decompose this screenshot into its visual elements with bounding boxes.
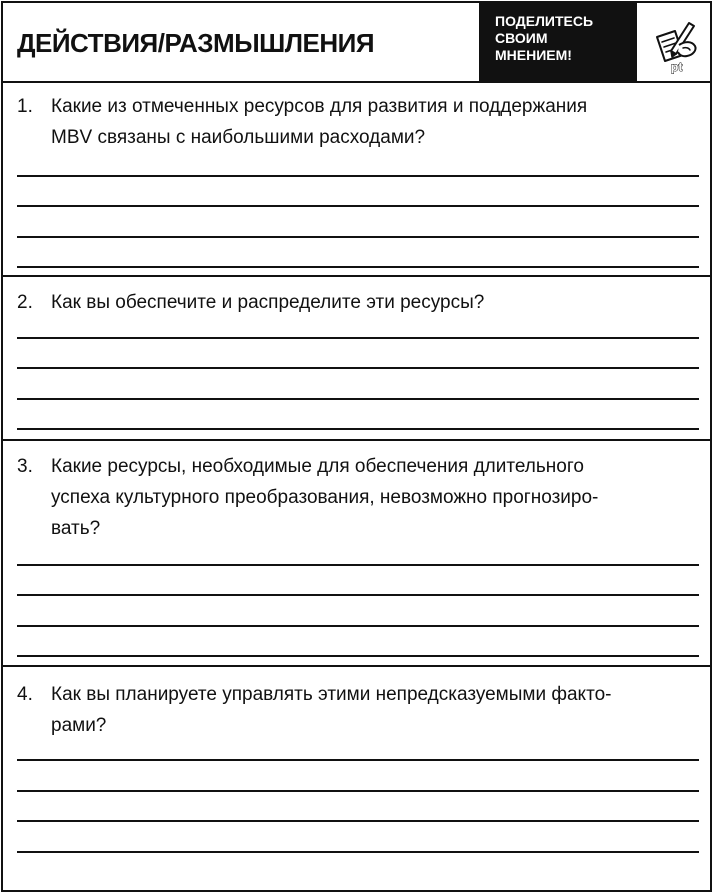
question-line: Как вы планируете управлять этими непредсказуемыми факто-	[51, 684, 612, 705]
answer-line[interactable]	[17, 266, 699, 268]
pen-writing-icon	[645, 15, 701, 75]
share-opinion-box	[479, 3, 637, 81]
answer-line[interactable]	[17, 851, 699, 853]
answer-line[interactable]	[17, 594, 699, 596]
question-section-2	[3, 277, 710, 441]
question-number: 4.	[17, 684, 33, 705]
answer-line[interactable]	[17, 398, 699, 400]
question-text	[17, 679, 697, 741]
answer-line[interactable]	[17, 759, 699, 761]
badge-text: pt	[671, 60, 683, 74]
answer-line[interactable]	[17, 790, 699, 792]
question-line: Какие ресурсы, необходимые для обеспечения длительного	[51, 456, 584, 477]
answer-line[interactable]	[17, 236, 699, 238]
question-section-4	[3, 667, 710, 890]
question-text	[17, 91, 697, 153]
share-label-line-1: ПОДЕЛИТЕСЬ	[495, 13, 594, 29]
question-text	[17, 287, 697, 318]
question-line: успеха культурного преобразования, невозможно прогнозиро-	[51, 487, 599, 508]
question-line: рами?	[51, 715, 107, 736]
question-line: Как вы обеспечите и распределите эти ресурсы?	[51, 292, 485, 313]
answer-line[interactable]	[17, 625, 699, 627]
answer-line[interactable]	[17, 820, 699, 822]
worksheet	[1, 1, 712, 892]
answer-line[interactable]	[17, 367, 699, 369]
answer-line[interactable]	[17, 337, 699, 339]
question-text	[17, 451, 697, 544]
worksheet-header	[3, 3, 710, 83]
question-number: 3.	[17, 456, 33, 477]
answer-line[interactable]	[17, 428, 699, 430]
answer-line[interactable]	[17, 205, 699, 207]
question-section-3	[3, 441, 710, 667]
page-title: ДЕЙСТВИЯ/РАЗМЫШЛЕНИЯ	[17, 28, 375, 58]
answer-line[interactable]	[17, 564, 699, 566]
answer-line[interactable]	[17, 655, 699, 657]
share-label-line-2: СВОИМ	[495, 30, 548, 46]
question-number: 1.	[17, 96, 33, 117]
question-number: 2.	[17, 292, 33, 313]
share-label-line-3: МНЕНИЕМ!	[495, 47, 572, 63]
question-line: вать?	[51, 518, 101, 539]
answer-line[interactable]	[17, 175, 699, 177]
question-section-1	[3, 83, 710, 277]
question-line: MBV связаны с наибольшими расходами?	[51, 127, 426, 148]
question-line: Какие из отмеченных ресурсов для развития и поддержания	[51, 96, 588, 117]
